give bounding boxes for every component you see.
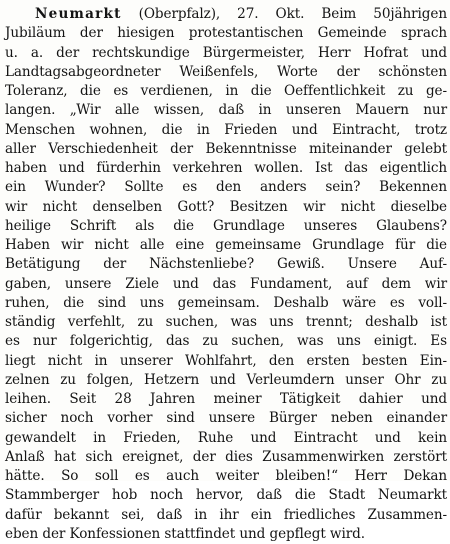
article-line: Stammberger hob noch hervor, daß die Stadt Neumarkt <box>5 487 447 504</box>
article-line: Jubiläum der hiesigen protestantischen Gemeinde sprach <box>5 25 447 42</box>
article-line: eben der Konfessionen stattfindet und gepflegt wird. <box>5 525 365 542</box>
article-line: wir nicht denselben Gott? Besitzen wir nicht dieselbe <box>5 198 447 215</box>
article-line: Haben wir nicht alle eine gemeinsame Grundlage für die <box>5 237 447 253</box>
article-line: ruhen, die sind uns gemeinsam. Deshalb wäre es voll- <box>5 294 447 311</box>
article-line: liegt nicht in unserer Wohlfahrt, den ersten besten Ein- <box>5 352 447 369</box>
article-line: es nur folgerichtig, das zu suchen, was uns einigt. Es <box>5 333 447 350</box>
dateline: Neumarkt <box>35 6 122 22</box>
article-line: ständig verfehlt, zu suchen, was uns trennt; deshalb ist <box>5 314 447 330</box>
article-line: gaben, unsere Ziele und das Fundament, auf dem wir <box>5 275 447 292</box>
article-line: haben und fürderhin verkehren wollen. Ist das eigentlich <box>5 160 447 176</box>
article-line: langen. „Wir alle wissen, daß in unseren Mauern nur <box>5 102 447 119</box>
article-line: aller Verschiedenheit der Bekenntnisse miteinander gelebt <box>5 140 447 157</box>
article-line: sicher noch vorher sind unsere Bürger neben einander <box>5 410 447 427</box>
article-line: leihen. Seit 28 Jahren meiner Tätigkeit dahier und <box>5 391 447 407</box>
article-line: Neumarkt (Oberpfalz), 27. Okt. Beim 50jährigen <box>35 6 447 22</box>
article-body <box>5 5 447 544</box>
article-line: hätte. So soll es auch weiter bleiben!“ Herr Dekan <box>5 468 447 484</box>
article-line: ein Wunder? Sollte es den anders sein? Bekennen <box>5 179 447 196</box>
article-line: Landtagsabgeordneter Weißenfels, Worte der schönsten <box>5 63 447 80</box>
article-line: Betätigung der Nächstenliebe? Gewiß. Unsere Auf- <box>5 256 447 273</box>
article-line: zelnen zu folgen, Hetzern und Verleumdern unser Ohr zu <box>5 371 447 388</box>
article-line: Menschen wohnen, die in Frieden und Eintracht, trotz <box>5 121 447 138</box>
article-line: dafür bekannt sei, daß in ihr ein friedliches Zusammen- <box>5 506 447 523</box>
article-line: Anlaß hat sich ereignet, der dies Zusammenwirken zerstört <box>5 448 447 465</box>
article-line: u. a. der rechtskundige Bürgermeister, Herr Hofrat und <box>5 44 447 61</box>
article-line: heilige Schrift als die Grundlage unseres Glaubens? <box>5 217 447 234</box>
article-line: gewandelt in Frieden, Ruhe und Eintracht und kein <box>5 429 447 446</box>
article-line: Toleranz, die es verdienen, in die Oeffentlichkeit zu ge- <box>5 83 447 99</box>
